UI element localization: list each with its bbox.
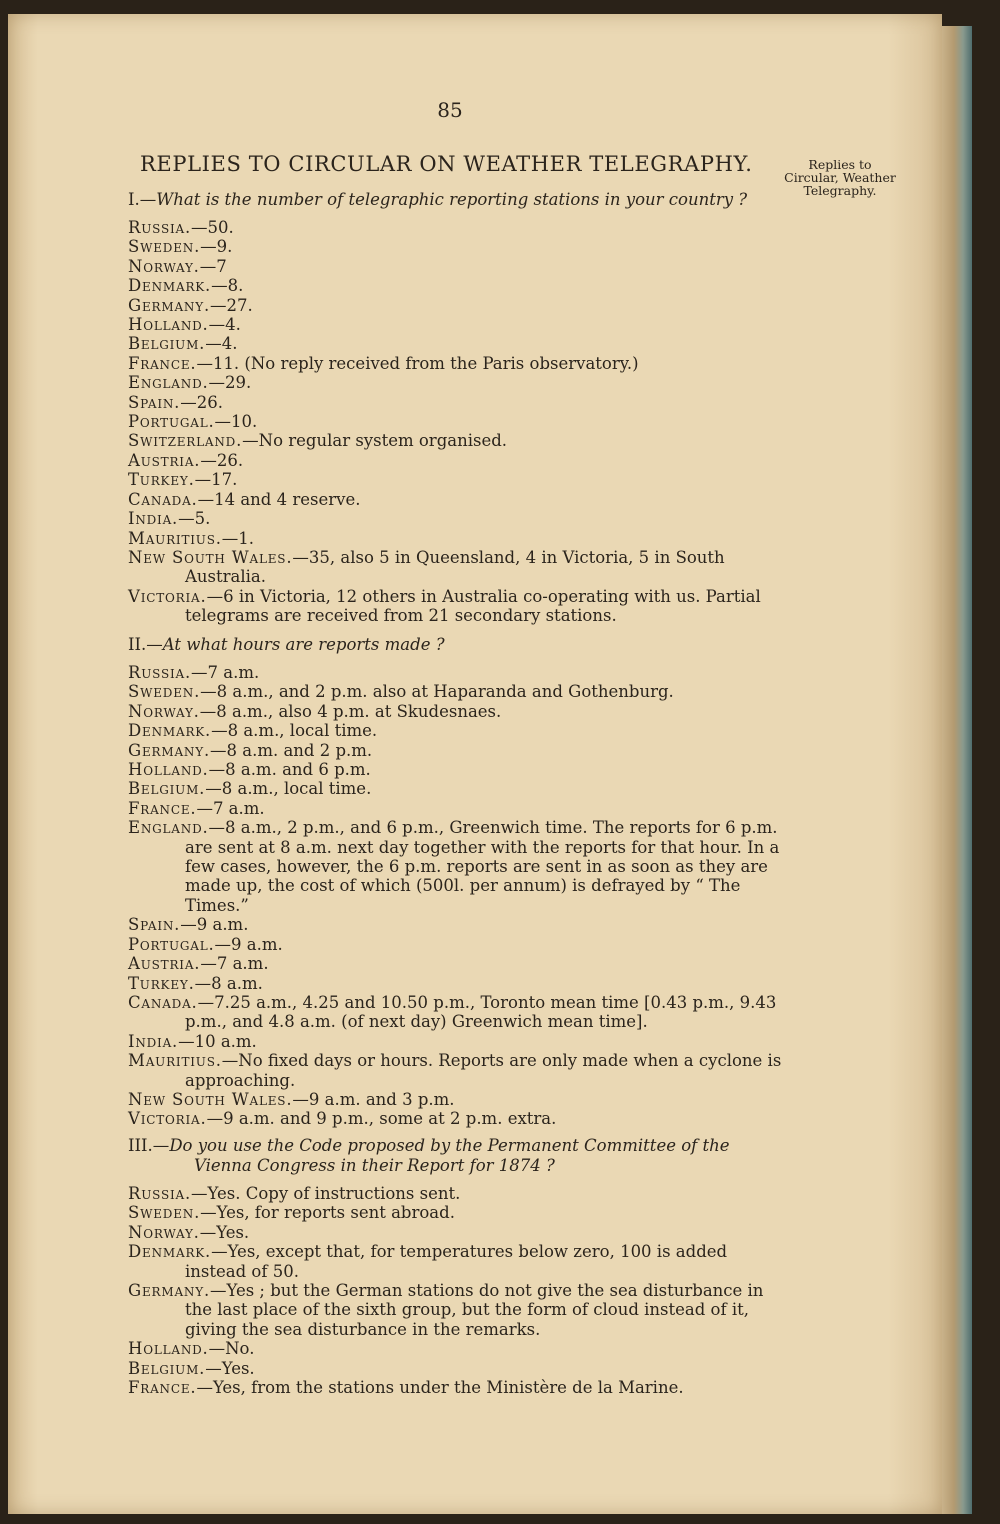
list-item: Austria.—26. bbox=[128, 450, 244, 470]
list-item: Germany.—27. bbox=[128, 295, 253, 315]
list-item: Belgium.—Yes. bbox=[128, 1358, 255, 1378]
question-2: II.—At what hours are reports made ? bbox=[128, 635, 445, 654]
list-item: Canada.—14 and 4 reserve. bbox=[128, 489, 361, 509]
list-item: Belgium.—4. bbox=[128, 334, 238, 354]
list-item: Russia.—Yes. Copy of instructions sent. bbox=[128, 1184, 461, 1203]
list-item: Sweden.—9. bbox=[128, 237, 233, 257]
list-item: India.—10 a.m. bbox=[128, 1031, 257, 1051]
list-item: Norway.—Yes. bbox=[128, 1222, 250, 1242]
list-item: Germany.—Yes ; but the German stations do not give the sea disturbance in the last place of the sixth group, but the form of cloud instead of it, giving the sea disturbance in the remarks. bbox=[128, 1281, 764, 1339]
list-item: England.—8 a.m., 2 p.m., and 6 p.m., Greenwich time. The reports for 6 p.m. are sent at 8 a.m. next day together with the reports for that hour. In a few cases, however, the 6 p.m. reports are sent in as soon as they are made up, the cost of which (500l. per annum) is defrayed by “ The Times.” bbox=[128, 818, 780, 915]
list-item: Norway.—8 a.m., also 4 p.m. at Skudesnaes. bbox=[128, 701, 502, 721]
page-edge bbox=[942, 26, 972, 1514]
list-item: India.—5. bbox=[128, 509, 211, 529]
list-item: Norway.—7 bbox=[128, 256, 227, 276]
list-item: Holland.—8 a.m. and 6 p.m. bbox=[128, 760, 371, 780]
list-item: France.—7 a.m. bbox=[128, 798, 265, 818]
list-item: Austria.—7 a.m. bbox=[128, 954, 269, 974]
list-item: Russia.—50. bbox=[128, 218, 234, 237]
list-item: Spain.—9 a.m. bbox=[128, 915, 249, 935]
list-item: Canada.—7.25 a.m., 4.25 and 10.50 p.m., Toronto mean time [0.43 p.m., 9.43 p.m., and 4.8 a.m. (of next day) Greenwich mean time]. bbox=[128, 992, 777, 1032]
list-item: Turkey.—17. bbox=[128, 470, 238, 490]
list-item: Denmark.—8 a.m., local time. bbox=[128, 721, 378, 741]
list-item: Holland.—4. bbox=[128, 315, 241, 335]
list-item: France.—Yes, from the stations under the Ministère de la Marine. bbox=[128, 1378, 684, 1398]
list-item: Holland.—No. bbox=[128, 1339, 255, 1359]
list-item: Denmark.—Yes, except that, for temperatures below zero, 100 is added instead of 50. bbox=[128, 1242, 728, 1281]
question-3: III.—Do you use the Code proposed by the Permanent Committee of the Vienna Congress in their Report for 1874 ? bbox=[128, 1136, 730, 1175]
list-item: Mauritius.—No fixed days or hours. Reports are only made when a cyclone is approaching. bbox=[128, 1051, 782, 1090]
list-item: Germany.—8 a.m. and 2 p.m. bbox=[128, 740, 373, 760]
list-item: Portugal.—9 a.m. bbox=[128, 934, 283, 954]
list-item: Switzerland.—No regular system organised. bbox=[128, 431, 508, 451]
section-3 bbox=[128, 1136, 783, 1397]
list-item: Sweden.—Yes, for reports sent abroad. bbox=[128, 1203, 455, 1223]
list-item: Spain.—26. bbox=[128, 392, 223, 412]
list-item: Belgium.—8 a.m., local time. bbox=[128, 779, 372, 799]
section-1 bbox=[128, 190, 783, 626]
list-item: Victoria.—9 a.m. and 9 p.m., some at 2 p.m. extra. bbox=[128, 1109, 557, 1129]
list-item: Sweden.—8 a.m., and 2 p.m. also at Haparanda and Gothenburg. bbox=[128, 682, 674, 702]
section-2 bbox=[128, 635, 783, 1129]
list-item: Russia.—7 a.m. bbox=[128, 663, 260, 682]
list-item: Turkey.—8 a.m. bbox=[128, 973, 263, 993]
list-item: New South Wales.—9 a.m. and 3 p.m. bbox=[128, 1089, 455, 1109]
list-item: France.—11. (No reply received from the Paris observatory.) bbox=[128, 353, 639, 373]
list-item: England.—29. bbox=[128, 373, 252, 393]
list-item: Denmark.—8. bbox=[128, 276, 244, 296]
list-item: Mauritius.—1. bbox=[128, 528, 255, 548]
question-1: I.—What is the number of telegraphic reporting stations in your country ? bbox=[128, 190, 748, 209]
list-item: Victoria.—6 in Victoria, 12 others in Australia co-operating with us. Partial telegrams are received from 21 secondary stations. bbox=[128, 586, 761, 626]
list-item: New South Wales.—35, also 5 in Queensland, 4 in Victoria, 5 in South Australia. bbox=[128, 547, 725, 587]
margin-note: Replies to Circular, Weather Telegraphy. bbox=[784, 157, 896, 198]
list-item: Portugal.—10. bbox=[128, 412, 258, 432]
page-number: 85 bbox=[437, 98, 463, 122]
page-title: REPLIES TO CIRCULAR ON WEATHER TELEGRAPHY. bbox=[140, 152, 753, 176]
